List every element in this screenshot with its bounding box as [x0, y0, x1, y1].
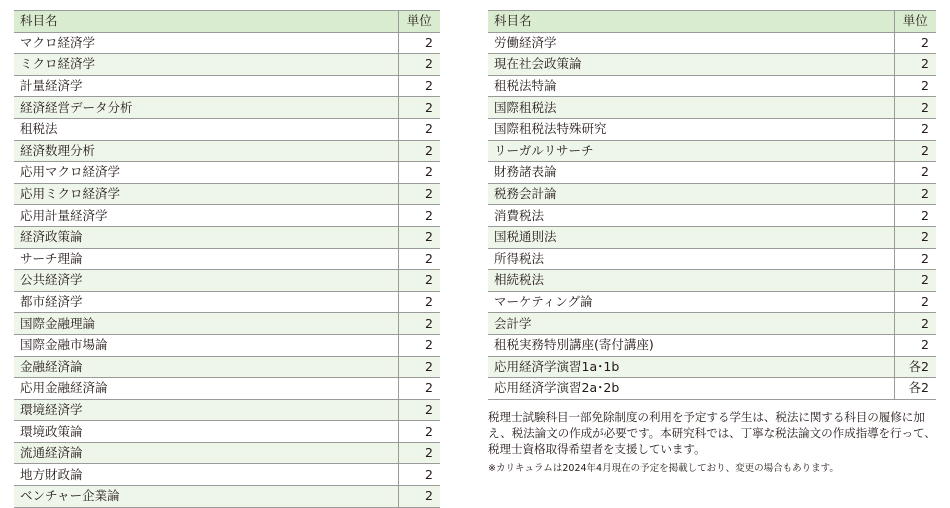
table-row: [488, 313, 936, 335]
subject-name: マクロ経済学: [14, 32, 398, 54]
table-row: [14, 421, 440, 443]
subject-name: 公共経済学: [14, 270, 398, 292]
table-row: [14, 442, 440, 464]
credit-units: 2: [398, 32, 440, 54]
subject-name: 租税実務特別講座(寄付講座): [488, 334, 894, 356]
credit-units: 2: [894, 97, 936, 119]
subject-name: 計量経済学: [14, 75, 398, 97]
credit-units: 2: [398, 399, 440, 421]
subject-name: 金融経済論: [14, 356, 398, 378]
table-row: [14, 291, 440, 313]
subject-name: ベンチャー企業論: [14, 486, 398, 508]
table-row: [14, 248, 440, 270]
subject-name: 環境経済学: [14, 399, 398, 421]
credit-units: 2: [398, 75, 440, 97]
column-header-credits: 単位: [894, 11, 936, 33]
subject-name: 労働経済学: [488, 32, 894, 54]
table-row: [14, 32, 440, 54]
credit-units: 2: [894, 140, 936, 162]
table-row: [14, 313, 440, 335]
credit-units: 2: [894, 313, 936, 335]
credit-units: 2: [398, 291, 440, 313]
subject-name: 国税通則法: [488, 226, 894, 248]
credit-units: 2: [398, 421, 440, 443]
credit-units: 2: [894, 75, 936, 97]
subject-name: 流通経済論: [14, 442, 398, 464]
subject-name: 環境政策論: [14, 421, 398, 443]
right-course-table: [488, 10, 936, 400]
credit-units: 2: [398, 313, 440, 335]
subject-name: 税務会計論: [488, 183, 894, 205]
table-row: [14, 356, 440, 378]
credit-units: 2: [398, 140, 440, 162]
subject-name: ミクロ経済学: [14, 54, 398, 76]
table-row: [14, 118, 440, 140]
table-row: [14, 226, 440, 248]
credit-units: 2: [894, 183, 936, 205]
subject-name: 応用経済学演習2a･2b: [488, 378, 894, 400]
credit-units: 2: [398, 226, 440, 248]
table-row: [14, 399, 440, 421]
tax-exemption-note: 税理士試験科目一部免除制度の利用を予定する学生は、税法に関する科目の履修に加え、税法論文の作成が必要です。本研究科では、丁寧な税法論文の作成指導を行って、税理士資格取得希望者を支援しています。: [488, 409, 936, 457]
credit-units: 2: [894, 118, 936, 140]
subject-name: 応用マクロ経済学: [14, 162, 398, 184]
credit-units: 2: [894, 270, 936, 292]
credit-units: 2: [398, 356, 440, 378]
table-row: [488, 270, 936, 292]
credit-units: 2: [894, 334, 936, 356]
column-header-subject: 科目名: [14, 11, 398, 33]
credit-units: 2: [894, 162, 936, 184]
credit-units: 2: [894, 226, 936, 248]
subject-name: 消費税法: [488, 205, 894, 227]
subject-name: マーケティング論: [488, 291, 894, 313]
credit-units: 2: [398, 183, 440, 205]
subject-name: 応用計量経済学: [14, 205, 398, 227]
table-row: [488, 162, 936, 184]
credit-units: 2: [398, 334, 440, 356]
credit-units: 2: [894, 205, 936, 227]
credit-units: 2: [398, 54, 440, 76]
subject-name: 国際租税法特殊研究: [488, 118, 894, 140]
subject-name: 国際金融市場論: [14, 334, 398, 356]
credit-units: 2: [398, 442, 440, 464]
column-header-subject: 科目名: [488, 11, 894, 33]
subject-name: サーチ理論: [14, 248, 398, 270]
table-row: [488, 32, 936, 54]
table-row: [14, 334, 440, 356]
credit-units: 2: [398, 97, 440, 119]
table-row: [14, 75, 440, 97]
subject-name: 相続税法: [488, 270, 894, 292]
table-row: [488, 140, 936, 162]
subject-name: 国際租税法: [488, 97, 894, 119]
subject-name: 都市経済学: [14, 291, 398, 313]
table-row: [488, 378, 936, 400]
subject-name: 経済政策論: [14, 226, 398, 248]
table-row: [14, 205, 440, 227]
table-row: [488, 205, 936, 227]
table-row: [14, 183, 440, 205]
table-row: [14, 54, 440, 76]
credit-units: 2: [894, 54, 936, 76]
table-row: [488, 75, 936, 97]
table-row: [14, 270, 440, 292]
table-row: [488, 118, 936, 140]
credit-units: 2: [398, 162, 440, 184]
subject-name: 現在社会政策論: [488, 54, 894, 76]
credit-units: 各2: [894, 378, 936, 400]
subject-name: 租税法特論: [488, 75, 894, 97]
subject-name: 応用金融経済論: [14, 378, 398, 400]
subject-name: 応用経済学演習1a･1b: [488, 356, 894, 378]
table-row: [14, 464, 440, 486]
left-course-table: [14, 10, 440, 508]
table-row: [488, 97, 936, 119]
subject-name: 所得税法: [488, 248, 894, 270]
credit-units: 2: [398, 118, 440, 140]
subject-name: 経済数理分析: [14, 140, 398, 162]
right-table-body: [488, 32, 936, 399]
credit-units: 2: [894, 291, 936, 313]
table-row: [14, 378, 440, 400]
credit-units: 2: [398, 205, 440, 227]
column-header-credits: 単位: [398, 11, 440, 33]
subject-name: リーガルリサーチ: [488, 140, 894, 162]
credit-units: 2: [398, 270, 440, 292]
table-row: [14, 162, 440, 184]
curriculum-footnote: ※カリキュラムは2024年4月現在の予定を掲載しており、変更の場合もあります。: [488, 462, 839, 474]
credit-units: 2: [894, 248, 936, 270]
table-row: [488, 334, 936, 356]
table-row: [14, 486, 440, 508]
table-row: [488, 356, 936, 378]
subject-name: 経済経営データ分析: [14, 97, 398, 119]
left-table-body: [14, 32, 440, 507]
table-row: [488, 226, 936, 248]
subject-name: 応用ミクロ経済学: [14, 183, 398, 205]
table-header-row: [14, 11, 440, 33]
table-row: [488, 183, 936, 205]
subject-name: 会計学: [488, 313, 894, 335]
credit-units: 2: [894, 32, 936, 54]
credit-units: 各2: [894, 356, 936, 378]
table-row: [14, 140, 440, 162]
credit-units: 2: [398, 248, 440, 270]
table-header-row: [488, 11, 936, 33]
table-row: [488, 248, 936, 270]
subject-name: 地方財政論: [14, 464, 398, 486]
subject-name: 財務諸表論: [488, 162, 894, 184]
credit-units: 2: [398, 486, 440, 508]
table-row: [14, 97, 440, 119]
subject-name: 国際金融理論: [14, 313, 398, 335]
credit-units: 2: [398, 464, 440, 486]
subject-name: 租税法: [14, 118, 398, 140]
table-row: [488, 291, 936, 313]
table-row: [488, 54, 936, 76]
credit-units: 2: [398, 378, 440, 400]
